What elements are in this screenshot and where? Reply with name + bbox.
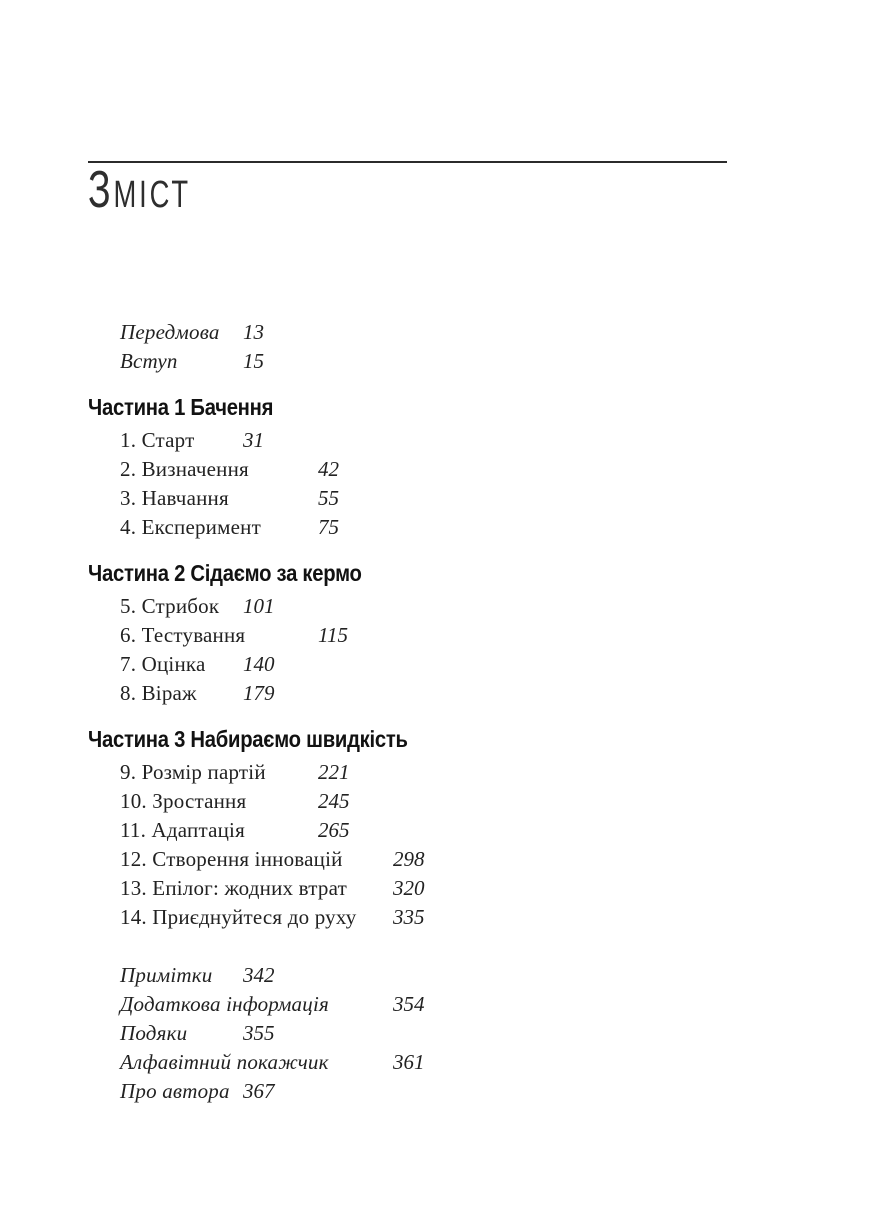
entry-title: 6. Тестування [120,623,246,647]
toc-entry [88,1077,748,1106]
part-heading-text: Частина 1 Бачення [88,394,274,420]
toc-entry [88,426,748,455]
entry-title: 14. Приєднуйтеся до руху [120,905,357,929]
entry-page-number: 75 [318,515,339,539]
entry-page-number: 361 [393,1050,425,1074]
top-rule [88,161,727,163]
entry-title: 12. Створення інновацій [120,847,343,871]
toc-list [88,318,748,1106]
entry-title: 13. Епілог: жодних втрат [120,876,347,900]
entry-title: Подяки [120,1021,188,1045]
toc-entry [88,787,748,816]
part-heading [88,727,748,752]
entry-title: 7. Оцінка [120,652,206,676]
toc-entry [88,455,748,484]
entry-title: Передмова [120,320,220,344]
entry-page-number: 140 [243,652,275,676]
toc-entry [88,621,748,650]
toc-entry [88,679,748,708]
entry-page-number: 354 [393,992,425,1016]
entry-page-number: 245 [318,789,350,813]
entry-page-number: 179 [243,681,275,705]
toc-entry [88,758,748,787]
entry-page-number: 13 [243,320,264,344]
toc-entry [88,1019,748,1048]
toc-entry [88,961,748,990]
part-heading [88,395,748,420]
entry-page-number: 115 [318,623,348,647]
toc-entry [88,318,748,347]
toc-entry [88,816,748,845]
part-heading-text: Частина 3 Набираємо швидкість [88,726,408,752]
back-matter-section [88,961,748,1106]
entry-page-number: 320 [393,876,425,900]
entry-title: Вступ [120,349,178,373]
toc-entry [88,874,748,903]
toc-entry [88,650,748,679]
entry-title: 3. Навчання [120,486,229,510]
toc-entry [88,990,748,1019]
toc-entry [88,903,748,932]
entry-page-number: 367 [243,1079,275,1103]
toc-entry [88,513,748,542]
entry-page-number: 265 [318,818,350,842]
entry-title: 10. Зростання [120,789,247,813]
entry-title: 11. Адаптація [120,818,245,842]
entry-page-number: 342 [243,963,275,987]
entry-title: 5. Стрибок [120,594,220,618]
entry-page-number: 221 [318,760,350,784]
entry-page-number: 298 [393,847,425,871]
entry-title: 1. Старт [120,428,195,452]
entry-page-number: 335 [393,905,425,929]
entry-page-number: 42 [318,457,339,481]
entry-title: Алфавітний покажчик [120,1050,329,1074]
toc-entry [88,845,748,874]
part-heading-text: Частина 2 Сідаємо за кермо [88,560,362,586]
entry-page-number: 355 [243,1021,275,1045]
entry-page-number: 31 [243,428,264,452]
entry-title: 4. Експеримент [120,515,261,539]
entry-page-number: 15 [243,349,264,373]
part-heading [88,561,748,586]
entry-title: 2. Визначення [120,457,249,481]
entry-title: 9. Розмір партій [120,760,266,784]
toc-entry [88,484,748,513]
entry-title: Примітки [120,963,213,987]
page-title: ЗМІСТ [88,161,191,219]
toc-entry [88,347,748,376]
entry-title: Про автора [120,1079,230,1103]
entry-title: Додаткова інформація [120,992,329,1016]
entry-title: 8. Віраж [120,681,197,705]
toc-entry [88,592,748,621]
toc-entry [88,1048,748,1077]
entry-page-number: 101 [243,594,275,618]
entry-page-number: 55 [318,486,339,510]
